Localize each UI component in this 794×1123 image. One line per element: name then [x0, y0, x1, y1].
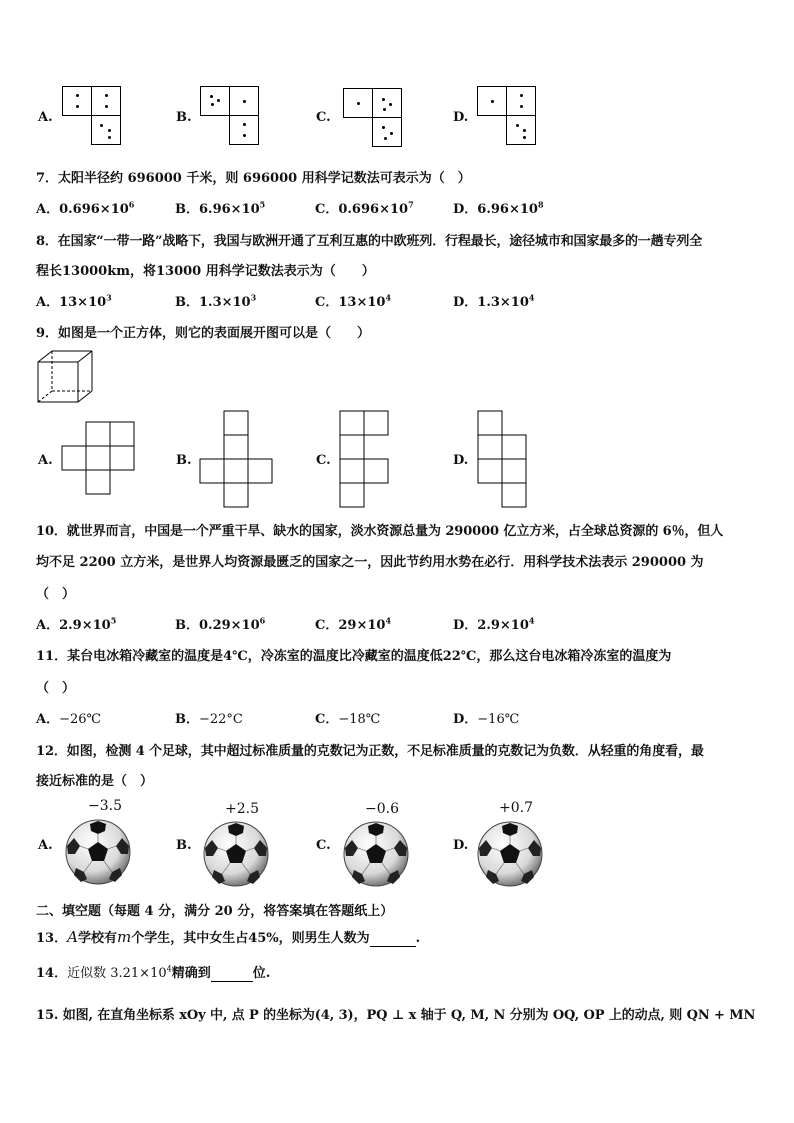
q13-answer-blank[interactable] [370, 931, 416, 947]
soccer-ball-icon [202, 820, 270, 888]
q7-option-c[interactable]: C．$0.696\times 10^7$ [315, 199, 414, 217]
q8-option-c[interactable]: C．$13\times 10^4$ [315, 292, 392, 310]
q8-option-d[interactable]: D．$1.3\times 10^4$ [453, 292, 535, 310]
q10-option-a[interactable]: A．$2.9\times 10^5$ [36, 615, 117, 633]
q9-net-d [476, 409, 536, 513]
q13: 13．A学校有m个学生，其中女生占45%，则男生人数为 . [36, 928, 421, 946]
q10-stem-line2: 均不足 2200 立方米，是世界人均资源最匮乏的国家之一，因此节约用水势在必行．用科学技术法表示 290000 为 [36, 555, 704, 570]
net-face [229, 86, 259, 116]
section2-heading: 二、填空题（每题 4 分，满分 20 分，将答案填在答题纸上） [36, 904, 394, 919]
cube-figure [36, 350, 96, 404]
q10-stem-line3: （ ） [36, 587, 76, 602]
q9-net-c [338, 409, 398, 513]
net-face [91, 115, 121, 145]
q12-stem-line1: 12．如图，检测 4 个足球，其中超过标准质量的克数记为正数，不足标准质量的克数记为负数．从轻重的角度看，最 [36, 744, 704, 759]
q12-option-c-label: C. [316, 838, 331, 853]
net-face [343, 88, 373, 118]
soccer-ball-icon [476, 820, 544, 888]
q7-option-b[interactable]: B．$6.96\times 10^5$ [175, 199, 266, 217]
net-face [477, 86, 507, 116]
q12-ball-b-value: +2.5 [225, 801, 259, 817]
q11-stem-line1: 11．某台电冰箱冷藏室的温度是4℃，冷冻室的温度比冷藏室的温度低22℃，那么这台电冰箱冷冻室的温度为 [36, 649, 672, 664]
q10-stem-line1: 10．就世界而言，中国是一个严重干旱、缺水的国家，淡水资源总量为 290000 亿立方米，占全球总资源的 6％，但人 [36, 524, 724, 539]
soccer-ball-icon [64, 818, 132, 886]
net-face [62, 86, 92, 116]
q9-option-c-label: C. [316, 453, 331, 468]
q7-stem: 7．太阳半径约 696000 千米，则 696000 用科学记数法可表示为（ ） [36, 171, 471, 186]
q12-option-d-label: D. [453, 838, 469, 853]
q9-option-a-label: A. [38, 453, 53, 468]
q10-option-d[interactable]: D．$2.9\times 10^4$ [453, 615, 535, 633]
q9-net-a [60, 420, 140, 500]
q12-ball-c-value: −0.6 [365, 801, 399, 817]
q8-stem-line2: 程长13000km，将13000 用科学记数法表示为（ ） [36, 264, 375, 279]
soccer-ball-icon [342, 820, 410, 888]
q12-ball-d-value: +0.7 [499, 800, 533, 816]
q9-option-d-label: D. [453, 453, 469, 468]
q6-option-c-label: C. [316, 110, 331, 125]
q7-option-d[interactable]: D．$6.96\times 10^8$ [453, 199, 544, 217]
q11-option-d[interactable]: D．−16℃ [453, 712, 520, 727]
q11-stem-line2: （ ） [36, 681, 76, 696]
q6-option-b-label: B. [176, 110, 192, 125]
q9-stem: 9．如图是一个正方体，则它的表面展开图可以是（ ） [36, 326, 371, 341]
q8-option-b[interactable]: B．$1.3\times 10^3$ [175, 292, 257, 310]
net-face [372, 88, 402, 118]
q12-ball-a-value: −3.5 [88, 798, 122, 814]
net-face [91, 86, 121, 116]
q11-option-b[interactable]: B．−22°C [175, 712, 243, 727]
net-face [200, 86, 230, 116]
q15-stem: 15. 如图, 在直角坐标系 xOy 中, 点 P 的坐标为(4, 3)，PQ ⊥ x 轴于 Q, M, N 分别为 OQ, OP 上的动点, 则 QN + MN [36, 1008, 756, 1023]
q14: 14．近似数 $3.21\times 10^4$精确到 位. [36, 964, 271, 981]
q6-option-d-label: D. [453, 110, 469, 125]
net-face [506, 115, 536, 145]
q7-option-a[interactable]: A．$0.696\times 10^6$ [36, 199, 135, 217]
net-face [372, 117, 402, 147]
q12-stem-line2: 接近标准的是（ ） [36, 774, 154, 789]
q12-option-a-label: A. [38, 838, 53, 853]
net-face [229, 115, 259, 145]
q9-net-b [198, 409, 278, 513]
q6-option-a-label: A. [38, 110, 53, 125]
q12-option-b-label: B. [176, 838, 192, 853]
q8-stem-line1: 8．在国家“一带一路”战略下，我国与欧洲开通了互利互惠的中欧班列．行程最长，途径城市和国家最多的一趟专列全 [36, 234, 703, 249]
q10-option-c[interactable]: C．$29\times 10^4$ [315, 615, 392, 633]
q8-option-a[interactable]: A．$13\times 10^3$ [36, 292, 112, 310]
q9-option-b-label: B. [176, 453, 192, 468]
net-face [506, 86, 536, 116]
q11-option-c[interactable]: C．−18℃ [315, 712, 381, 727]
q10-option-b[interactable]: B．$0.29\times 10^6$ [175, 615, 266, 633]
q11-option-a[interactable]: A．−26℃ [36, 712, 102, 727]
q14-answer-blank[interactable] [211, 966, 253, 982]
